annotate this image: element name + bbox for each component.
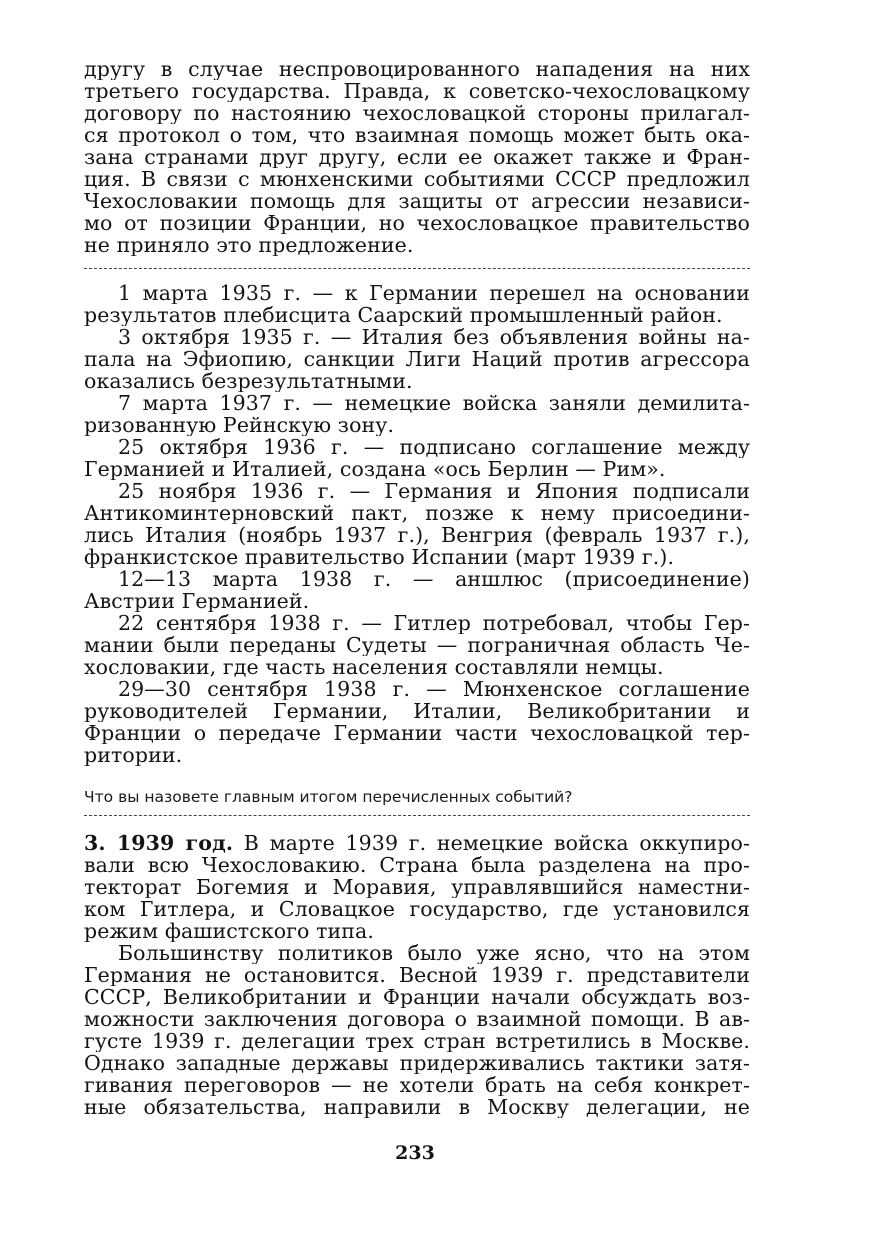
text-line: Германией и Италией, создана «ось Берлин — Рим». xyxy=(84,458,666,480)
text-line: третьего государства. Правда, к советско-чехословацкому xyxy=(84,80,750,102)
text-line: режим фашистского типа. xyxy=(84,920,374,942)
text-line: текторат Богемия и Моравия, управлявшийся наместни- xyxy=(84,876,750,898)
section-1939 xyxy=(84,832,750,1118)
section-heading: 3. 1939 год. xyxy=(84,832,234,854)
text-line: Антикоминтерновский пакт, позже к нему присоедини- xyxy=(84,502,750,524)
review-question: Что вы назовете главным итогом перечисленных событий? xyxy=(84,788,573,806)
text-line: пала на Эфиопию, санкции Лиги Наций против агрессора xyxy=(84,348,750,370)
chronology-item xyxy=(84,612,750,678)
text-line: 3. 1939 год. В марте 1939 г. немецкие войска оккупиро- xyxy=(84,832,750,854)
text-line: 1 марта 1935 г. — к Германии перешел на основании xyxy=(118,282,750,304)
text-line: ные обязательства, направили в Москву делегации, не xyxy=(84,1096,750,1118)
divider-bottom xyxy=(84,815,750,816)
text-line: Однако западные державы придерживались тактики затя- xyxy=(84,1052,750,1074)
text-line: 25 ноября 1936 г. — Германия и Япония подписали xyxy=(118,480,750,502)
text-line: лись Италия (ноябрь 1937 г.), Венгрия (февраль 1937 г.), xyxy=(84,524,750,546)
text-line: ся протокол о том, что взаимная помощь может быть ока- xyxy=(84,124,750,146)
text-line: франкистское правительство Испании (март 1939 г.). xyxy=(84,546,675,568)
intro-paragraph xyxy=(84,58,750,256)
chronology-item xyxy=(84,678,750,766)
text-line: гивания переговоров — не хотели брать на себя конкрет- xyxy=(84,1074,750,1096)
text-line: ком Гитлера, и Словацкое государство, где установился xyxy=(84,898,750,920)
text-line: Чехословакии помощь для защиты от агрессии независи- xyxy=(84,190,750,212)
chronology-item xyxy=(84,392,750,436)
text-line: 12—13 марта 1938 г. — аншлюс (присоединение) xyxy=(118,568,750,590)
text-line: СССР, Великобритании и Франции начали обсуждать воз- xyxy=(84,986,750,1008)
chronology-item xyxy=(84,326,750,392)
text-line: договору по настоянию чехословацкой стороны прилагал- xyxy=(84,102,750,124)
divider-top xyxy=(84,268,750,269)
text-line: мо от позиции Франции, но чехословацкое правительство xyxy=(84,212,750,234)
chronology-item xyxy=(84,480,750,568)
text-line: ция. В связи с мюнхенскими событиями СССР предложил xyxy=(84,168,750,190)
text-line: густе 1939 г. делегации трех стран встретились в Москве. xyxy=(84,1030,750,1052)
text-line: 7 марта 1937 г. — немецкие войска заняли демилита- xyxy=(118,392,750,414)
text-line: мании были переданы Судеты — пограничная область Че- xyxy=(84,634,750,656)
text-line: ритории. xyxy=(84,744,183,766)
chronology-item xyxy=(84,282,750,326)
text-line: 3 октября 1935 г. — Италия без объявления войны на- xyxy=(118,326,750,348)
text-line: 29—30 сентября 1938 г. — Мюнхенское соглашение xyxy=(118,678,750,700)
text-line: ризованную Рейнскую зону. xyxy=(84,414,395,436)
page-number: 233 xyxy=(395,1142,435,1164)
text-line: другу в случае неспровоцированного нападения на них xyxy=(84,58,750,80)
text-line: хословакии, где часть населения составляли немцы. xyxy=(84,656,664,678)
text-line: руководителей Германии, Италии, Великобритании и xyxy=(84,700,750,722)
text-line: Германия не остановится. Весной 1939 г. представители xyxy=(84,964,750,986)
text-line: оказались безрезультатными. xyxy=(84,370,413,392)
chronology-list xyxy=(84,282,750,766)
text-line: Большинству политиков было уже ясно, что на этом xyxy=(118,942,750,964)
text-line: 22 сентября 1938 г. — Гитлер потребовал, чтобы Гер- xyxy=(118,612,750,634)
chronology-item xyxy=(84,568,750,612)
text-line: Франции о передаче Германии части чехословацкой тер- xyxy=(84,722,750,744)
chronology-item xyxy=(84,436,750,480)
text-line: результатов плебисцита Саарский промышленный район. xyxy=(84,304,723,326)
text-line: Австрии Германией. xyxy=(84,590,310,612)
text-line: вали всю Чехословакию. Страна была разделена на про- xyxy=(84,854,750,876)
text-line: 25 октября 1936 г. — подписано соглашение между xyxy=(118,436,750,458)
text-line: можности заключения договора о взаимной помощи. В ав- xyxy=(84,1008,750,1030)
text-line: зана странами друг другу, если ее окажет также и Фран- xyxy=(84,146,750,168)
text-line: не приняло это предложение. xyxy=(84,234,414,256)
